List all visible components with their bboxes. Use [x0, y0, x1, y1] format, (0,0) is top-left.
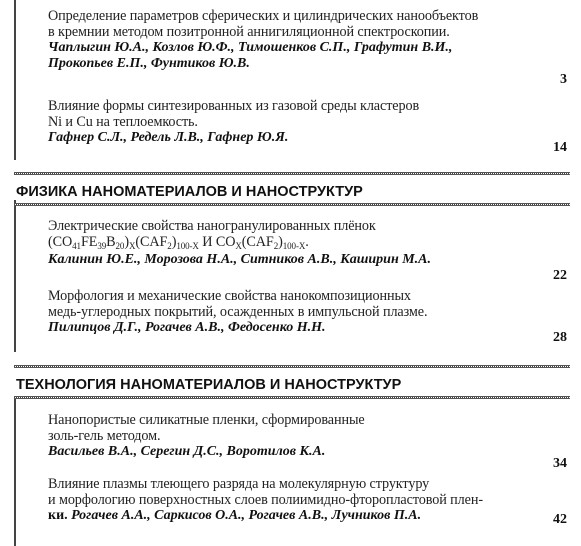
entry-page-number: 42: [553, 512, 567, 527]
formula-part: ): [278, 234, 283, 250]
section-header: [14, 183, 570, 201]
formula-part: ): [124, 234, 129, 250]
entry-authors-line: [48, 508, 568, 524]
formula-subscript: X: [235, 241, 242, 251]
formula-part: (CO: [48, 234, 73, 250]
entry-page-number: 14: [553, 140, 567, 155]
section-bottom-rule: [14, 203, 570, 206]
entry-authors-line: Гафнер С.Л., Редель Л.В., Гафнер Ю.Я.: [48, 130, 289, 145]
formula-part: FE: [80, 234, 98, 250]
formula-subscript: 41: [72, 241, 81, 251]
entry-title-line: медь-углеродных покрытий, осажденных в импульсной плазме.: [48, 304, 428, 320]
entry-page-number: 3: [560, 72, 567, 87]
entry-page-number: 28: [553, 330, 567, 345]
section-header: [14, 376, 570, 394]
left-border-rule: [14, 200, 16, 352]
entry-authors-line: Калинин Ю.Е., Морозова Н.А., Ситников А.В., Каширин М.А.: [48, 252, 432, 267]
toc-entry: [48, 8, 568, 72]
entry-title-line: Ni и Cu на теплоемкость.: [48, 114, 198, 130]
formula-part: ): [171, 234, 177, 250]
left-border-rule: [14, 0, 16, 160]
toc-entry: [48, 412, 568, 460]
formula-subscript: 2: [167, 241, 172, 251]
entry-title-line: Морфология и механические свойства нанокомпозиционных: [48, 288, 411, 304]
formula-subscript: 100-X: [176, 241, 199, 251]
entry-authors-line: Чаплыгин Ю.А., Козлов Ю.Ф., Тимошенков С.П., Графутин В.И.,: [48, 40, 453, 55]
formula-subscript: 100-X: [282, 241, 306, 251]
formula-subscript: X: [128, 241, 136, 251]
formula-subscript: 2: [273, 241, 279, 251]
formula-part: B: [106, 234, 116, 250]
toc-entry: [48, 476, 568, 524]
entry-title-line: золь-гель методом.: [48, 428, 161, 444]
section-top-rule: [14, 365, 570, 368]
entry-title-line: и морфологию поверхностных слоев полиимидно-фторопластовой плен-: [48, 492, 483, 508]
section-top-rule: [14, 172, 570, 175]
hyphenation-continuation: ки.: [48, 508, 68, 523]
section-title: ФИЗИКА НАНОМАТЕРИАЛОВ И НАНОСТРУКТУР: [16, 184, 363, 200]
entry-page-number: 34: [553, 456, 567, 471]
formula-subscript: 39: [97, 241, 107, 251]
formula-part: (CAF: [241, 234, 274, 250]
formula-part: (CAF: [135, 234, 168, 250]
entry-title-line: Электрические свойства наногранулированных плёнок: [48, 218, 376, 234]
entry-authors-line: Васильев В.А., Серегин Д.С., Воротилов К.А.: [48, 444, 326, 459]
toc-entry: [48, 288, 568, 336]
entry-title-line: Определение параметров сферических и цилиндрических нанообъектов: [48, 8, 479, 24]
entry-formula-line: [48, 234, 568, 250]
entry-authors-text: Рогачев А.А., Саркисов О.А., Рогачев А.В., Лучников П.А.: [67, 508, 422, 523]
entry-title-line: Влияние формы синтезированных из газовой среды кластеров: [48, 98, 420, 114]
entry-title-line: Нанопористые силикатные пленки, сформированные: [48, 412, 365, 428]
section-title: ТЕХНОЛОГИЯ НАНОМАТЕРИАЛОВ И НАНОСТРУКТУР: [16, 377, 402, 393]
entry-title-line: Влияние плазмы тлеющего разряда на молекулярную структуру: [48, 476, 430, 492]
left-border-rule: [14, 396, 16, 546]
formula-part: .: [305, 234, 309, 250]
toc-entry: [48, 98, 568, 146]
formula-part: И CO: [198, 234, 236, 250]
entry-title-line: в кремнии методом позитронной аннигиляционной спектроскопии.: [48, 24, 450, 40]
entry-page-number: 22: [553, 268, 567, 283]
section-bottom-rule: [14, 396, 570, 399]
entry-authors-line: Пилипцов Д.Г., Рогачев А.В., Федосенко Н.Н.: [48, 320, 326, 335]
entry-authors-line: Прокопьев Е.П., Фунтиков Ю.В.: [48, 56, 250, 71]
toc-entry: [48, 218, 568, 268]
formula-subscript: 20: [115, 241, 125, 251]
